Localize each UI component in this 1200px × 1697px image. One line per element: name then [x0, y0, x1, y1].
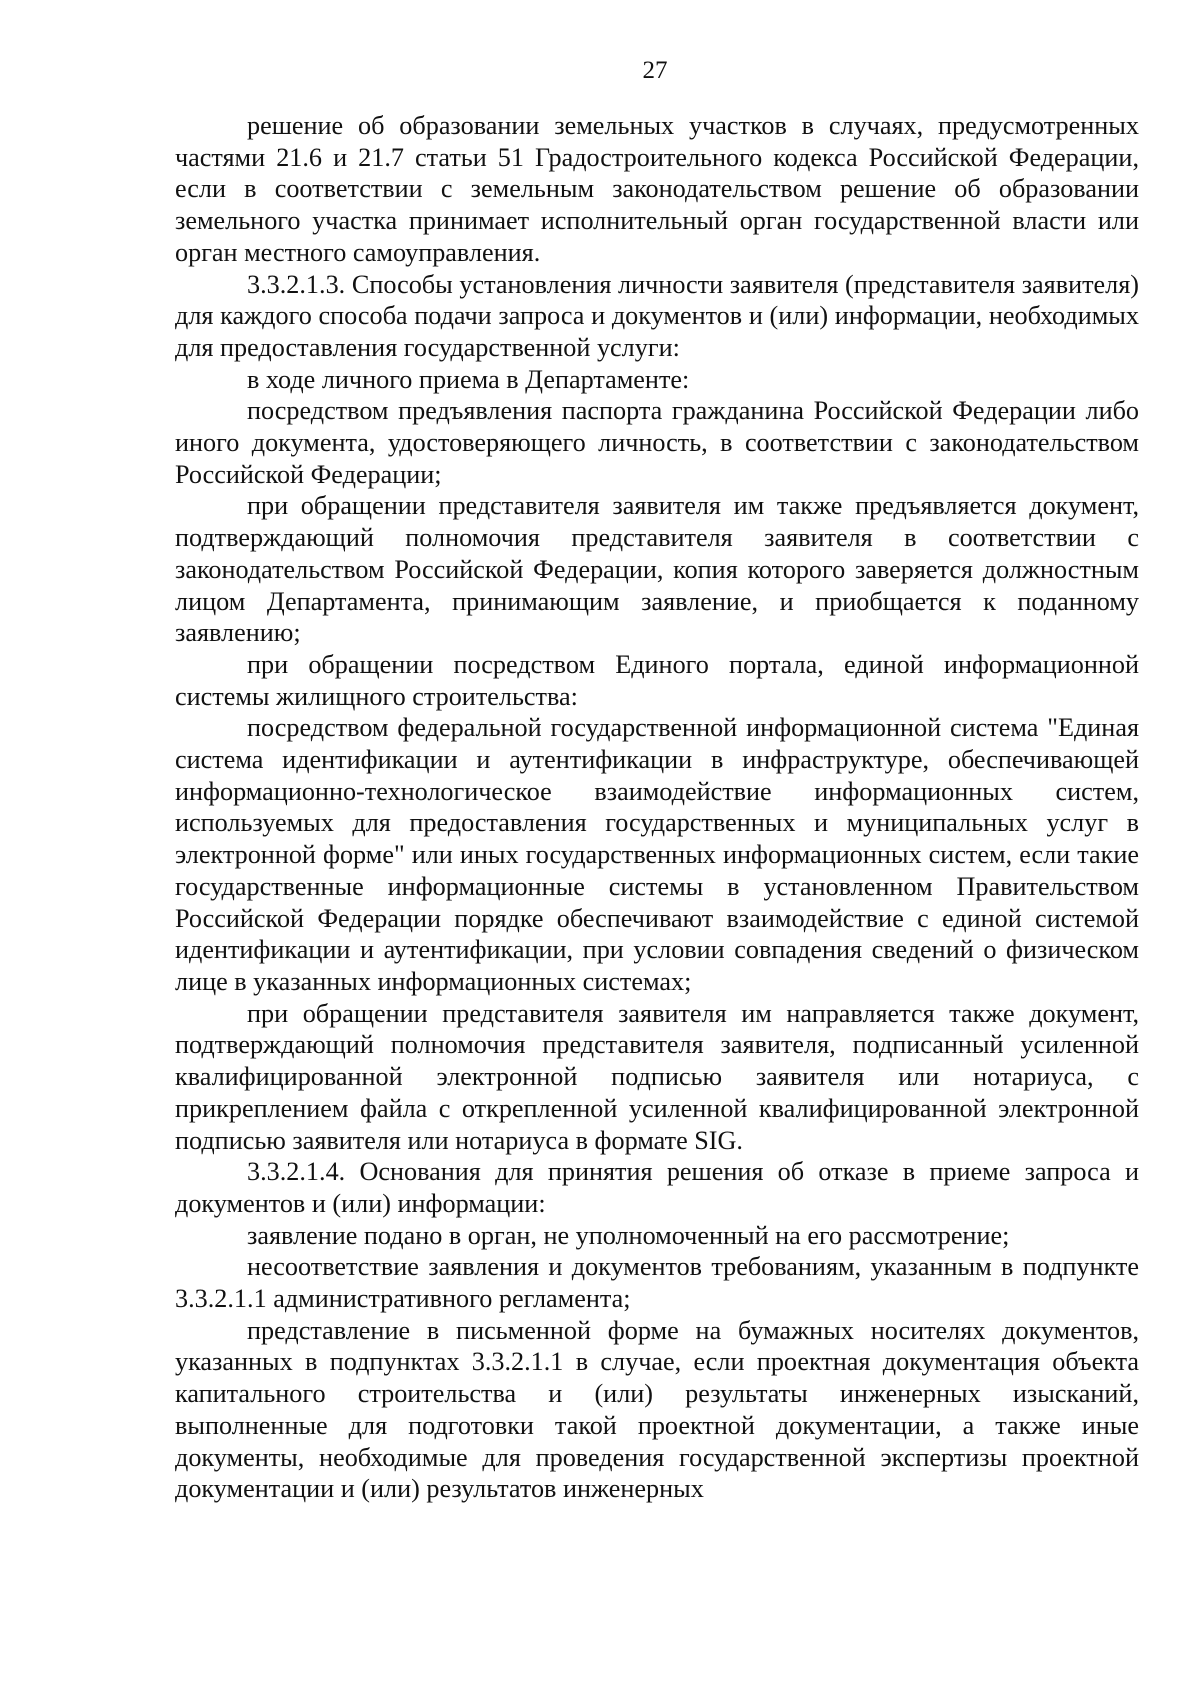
paragraph-representative-document: при обращении представителя заявителя им также предъявляется документ, подтверждающий полномочия представителя заявителя в соответствии с законодательством Российской Федерации, копия которого заверяется должностным лицом Департамента, принимающим заявление, и приобщается к поданному заявлению;	[175, 491, 1139, 648]
paragraph-esia-system: посредством федеральной государственной информационной система "Единая система идентификации и аутентификации в инфраструктуре, обеспечивающей информационно-технологическое взаимодействие информационных систем, используемых для предоставления государственных и муниципальных услуг в электронной форме" или иных государственных информационных систем, если такие государственные информационные системы в установленном Правительством Российской Федерации порядке обеспечивают взаимодействие с единой системой идентификации и аутентификации, при условии совпадения сведений о физическом лице в указанных информационных системах;	[175, 713, 1139, 996]
paragraph-passport-presentation: посредством предъявления паспорта гражданина Российской Федерации либо иного документа, удостоверяющего личность, в соответствии с законодательством Российской Федерации;	[175, 396, 1139, 489]
paragraph-single-portal: при обращении посредством Единого портала, единой информационной системы жилищного строительства:	[175, 649, 1139, 711]
paragraph-personal-reception: в ходе личного приема в Департаменте:	[247, 364, 690, 394]
paragraph-requirements-mismatch: несоответствие заявления и документов требованиям, указанным в подпункте 3.3.2.1.1 административного регламента;	[175, 1252, 1139, 1314]
paragraph-3-3-2-1-3-heading: 3.3.2.1.3. Способы установления личности заявителя (представителя заявителя) для каждого способа подачи запроса и документов и (или) информации, необходимых для предоставления государственной услуги:	[175, 269, 1139, 362]
page-number: 27	[642, 57, 668, 84]
paragraph-wrong-authority: заявление подано в орган, не уполномоченный на его рассмотрение;	[247, 1220, 1010, 1250]
paragraph-representative-electronic: при обращении представителя заявителя им направляется также документ, подтверждающий полномочия представителя заявителя, подписанный усиленной квалифицированной электронной подписью заявителя или нотариуса, с прикреплением файла с открепленной усиленной квалифицированной электронной подписью заявителя или нотариуса в формате SIG.	[175, 998, 1139, 1155]
paragraph-paper-submission: представление в письменной форме на бумажных носителях документов, указанных в подпунктах 3.3.2.1.1 в случае, если проектная документация объекта капитального строительства и (или) результаты инженерных изысканий, выполненные для подготовки такой проектной документации, а также иные документы, необходимые для проведения государственной экспертизы проектной документации и (или) результатов инженерных	[175, 1315, 1139, 1504]
paragraph-land-plots-decision: решение об образовании земельных участков в случаях, предусмотренных частями 21.6 и 21.7 статьи 51 Градостроительного кодекса Российской Федерации, если в соответствии с земельным законодательством решение об образовании земельного участка принимает исполнительный орган государственной власти или орган местного самоуправления.	[175, 111, 1139, 267]
paragraph-3-3-2-1-4-heading: 3.3.2.1.4. Основания для принятия решения об отказе в приеме запроса и документов и (или) информации:	[175, 1157, 1139, 1218]
document-body	[175, 110, 1139, 1505]
